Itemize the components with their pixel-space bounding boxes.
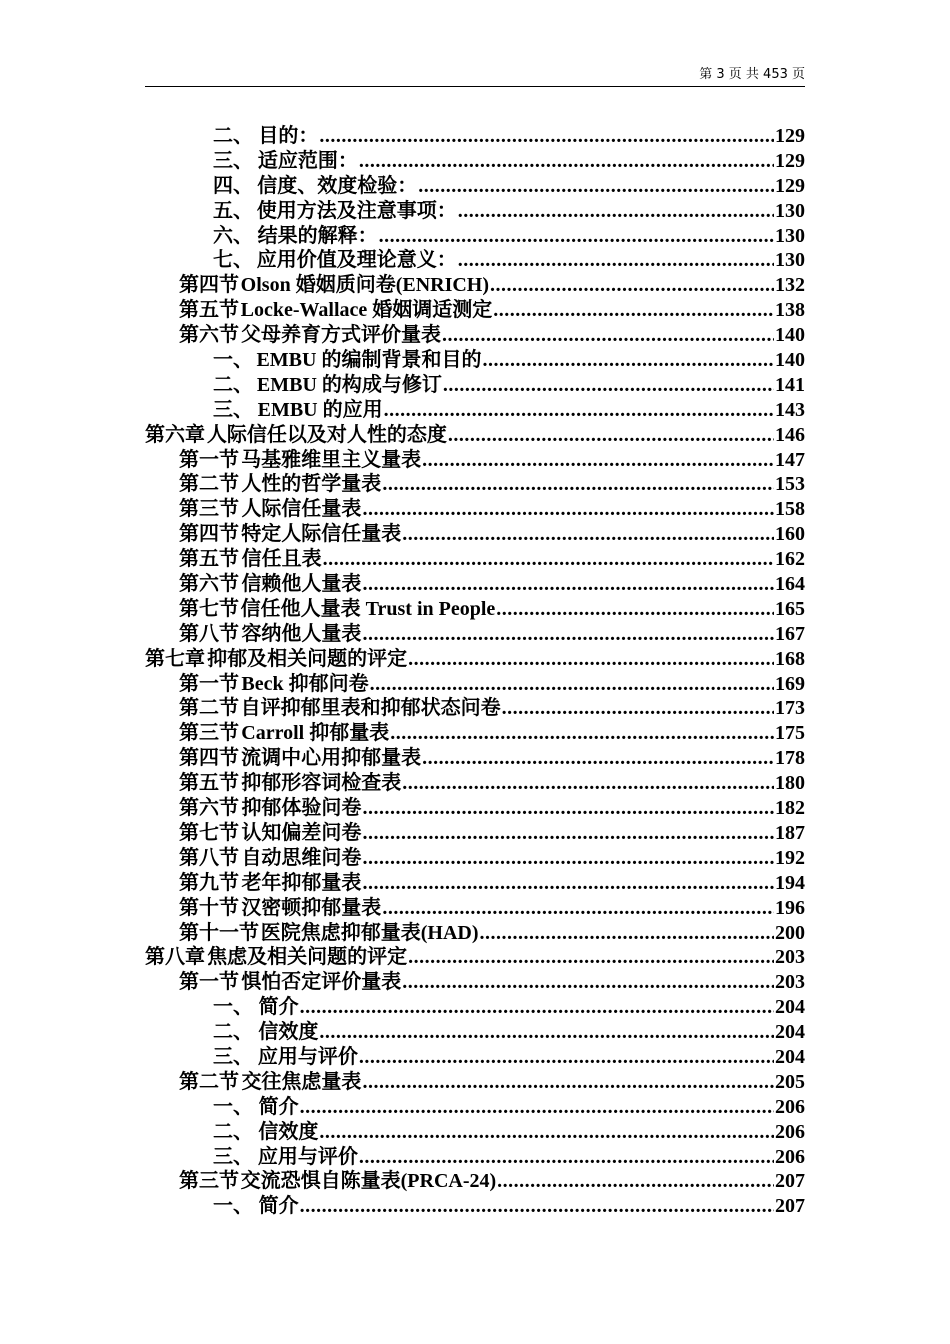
toc-entry-page-number: 203 [775,971,805,994]
toc-entry-number: 四、 [213,174,253,197]
toc-entry[interactable] [145,497,805,522]
page-header [145,66,805,87]
toc-dot-leader [362,622,774,647]
toc-entry[interactable] [145,224,805,249]
toc-entry-page-number: 130 [775,199,805,222]
toc-entry-number: 一、 [213,349,253,372]
toc-dot-leader [362,796,774,821]
toc-entry[interactable] [145,1120,805,1145]
toc-entry-number: 第六节 [179,573,239,596]
toc-entry[interactable] [145,1145,805,1170]
toc-entry-title: Carroll 抑郁量表 [241,722,390,745]
toc-dot-leader [362,572,774,597]
toc-entry-number: 六、 [213,224,253,247]
toc-dot-leader [390,721,774,746]
toc-entry-title: 使用方法及注意事项： [256,199,457,222]
toc-entry[interactable] [145,1045,805,1070]
toc-entry-page-number: 140 [775,349,805,372]
toc-entry[interactable] [145,1070,805,1095]
toc-dot-leader [408,945,774,970]
toc-entry-number: 第九节 [179,871,239,894]
toc-dot-leader [418,174,774,199]
toc-entry-number: 二、 [213,1120,253,1143]
toc-entry-title: EMBU 的应用 [257,398,383,421]
toc-entry[interactable] [145,721,805,746]
toc-entry[interactable] [145,1169,805,1194]
toc-entry-title: 结果的解释： [257,224,378,247]
toc-dot-leader [362,1070,774,1095]
toc-entry[interactable] [145,871,805,896]
toc-entry-page-number: 146 [775,423,805,446]
toc-entry-title: 马基雅维里主义量表 [241,448,422,471]
toc-entry-number: 第十节 [179,896,239,919]
toc-entry[interactable] [145,1194,805,1219]
toc-dot-leader [384,398,774,423]
toc-dot-leader [379,224,774,249]
toc-entry[interactable] [145,945,805,970]
toc-entry-page-number: 196 [775,896,805,919]
toc-dot-leader [497,1169,774,1194]
toc-entry-number: 第七节 [179,821,239,844]
toc-entry-page-number: 168 [775,647,805,670]
toc-entry-title: 人性的哲学量表 [241,473,382,496]
toc-dot-leader [458,248,774,273]
toc-entry-page-number: 204 [775,1045,805,1068]
toc-entry-page-number: 178 [775,747,805,770]
toc-entry[interactable] [145,896,805,921]
toc-entry[interactable] [145,273,805,298]
toc-dot-leader [319,1120,774,1145]
toc-entry-number: 第三节 [179,1170,239,1193]
toc-entry[interactable] [145,746,805,771]
toc-entry-page-number: 175 [775,722,805,745]
toc-entry-number: 一、 [213,1195,253,1218]
toc-dot-leader [362,497,774,522]
toc-entry-title: 简介 [258,996,299,1019]
toc-entry-number: 第一节 [179,672,239,695]
toc-entry[interactable] [145,771,805,796]
toc-entry[interactable] [145,597,805,622]
toc-entry[interactable] [145,696,805,721]
toc-entry-title: 适应范围： [257,149,358,172]
toc-entry-title: 交往焦虑量表 [241,1070,362,1093]
toc-entry-number: 第五节 [179,548,239,571]
toc-entry-number: 一、 [213,1095,253,1118]
toc-entry[interactable] [145,672,805,697]
toc-entry-title: 自评抑郁里表和抑郁状态问卷 [240,697,501,720]
toc-entry[interactable] [145,124,805,149]
toc-entry-page-number: 173 [775,697,805,720]
toc-entry[interactable] [145,547,805,572]
toc-entry-number: 第三节 [179,498,239,521]
toc-entry-number: 第六节 [179,797,239,820]
toc-entry-title: EMBU 的编制背景和目的 [256,349,482,372]
toc-entry-number: 第十一节 [179,921,259,944]
toc-entry-page-number: 206 [775,1145,805,1168]
toc-entry-page-number: 169 [775,672,805,695]
toc-entry-number: 三、 [213,398,253,421]
toc-entry-title: 医院焦虑抑郁量表(HAD) [260,921,479,944]
toc-entry-number: 第四节 [179,274,239,297]
toc-dot-leader [408,647,774,672]
toc-entry-number: 第七章 [145,647,205,670]
toc-entry[interactable] [145,448,805,473]
toc-entry-title: 父母养育方式评价量表 [240,324,441,347]
toc-entry-title: Beck 抑郁问卷 [241,672,369,695]
toc-dot-leader [359,149,774,174]
toc-entry-page-number: 204 [775,1021,805,1044]
toc-dot-leader [382,896,774,921]
toc-entry-title: 交流恐惧自陈量表(PRCA-24) [240,1170,497,1193]
toc-entry[interactable] [145,472,805,497]
toc-entry-title: 简介 [258,1195,299,1218]
toc-entry-title: 信度、效度检验： [257,174,418,197]
toc-entry[interactable] [145,373,805,398]
toc-entry-page-number: 204 [775,996,805,1019]
toc-entry-number: 第二节 [179,697,239,720]
toc-entry-number: 五、 [213,199,253,222]
toc-dot-leader [402,522,774,547]
toc-entry[interactable] [145,323,805,348]
toc-entry[interactable] [145,796,805,821]
toc-dot-leader [496,597,774,622]
toc-dot-leader [382,472,774,497]
toc-entry-page-number: 206 [775,1095,805,1118]
toc-entry-title: 目的： [258,125,319,147]
toc-entry-page-number: 192 [775,846,805,869]
toc-dot-leader [422,448,774,473]
toc-entry-number: 第一节 [179,448,239,471]
toc-entry-title: 信效度 [258,1021,319,1044]
toc-entry[interactable] [145,522,805,547]
toc-entry-title: Locke-Wallace 婚姻调适测定 [240,299,493,322]
toc-entry-title: 应用与评价 [257,1045,358,1068]
toc-entry[interactable] [145,921,805,946]
toc-entry-page-number: 200 [775,921,805,944]
toc-entry[interactable] [145,622,805,647]
toc-entry-page-number: 129 [775,149,805,172]
toc-dot-leader [443,373,774,398]
toc-entry-number: 三、 [213,1145,253,1168]
toc-entry-page-number: 162 [775,548,805,571]
page-indicator: 第 3 页 共 453 页 [699,67,805,82]
toc-entry-title: 流调中心用抑郁量表 [241,747,422,770]
toc-dot-leader [300,1095,774,1120]
toc-entry-page-number: 180 [775,772,805,795]
toc-dot-leader [442,323,774,348]
toc-entry-title: Olson 婚姻质问卷(ENRICH) [240,274,490,297]
toc-entry-number: 第二节 [179,1070,239,1093]
toc-entry-number: 第六章 [145,423,205,446]
toc-entry-number: 第一节 [179,971,239,994]
toc-dot-leader [359,1145,774,1170]
toc-dot-leader [370,672,774,697]
toc-entry-page-number: 205 [775,1070,805,1093]
toc-entry-page-number: 167 [775,622,805,645]
toc-dot-leader [362,821,774,846]
toc-entry-title: 老年抑郁量表 [241,871,362,894]
toc-entry[interactable] [145,846,805,871]
toc-entry-title: 汉密顿抑郁量表 [241,896,382,919]
toc-entry-title: 自动思维问卷 [241,846,362,869]
toc-entry-number: 第五节 [179,772,239,795]
toc-dot-leader [490,273,774,298]
toc-dot-leader [480,921,775,946]
toc-entry-page-number: 164 [775,573,805,596]
toc-entry-title: 简介 [258,1095,299,1118]
toc-entry-page-number: 132 [775,274,805,297]
toc-dot-leader [482,348,774,373]
toc-dot-leader [319,124,774,149]
toc-entry-page-number: 182 [775,797,805,820]
toc-entry-page-number: 165 [775,597,805,620]
toc-entry-page-number: 206 [775,1120,805,1143]
toc-dot-leader [359,1045,774,1070]
table-of-contents [145,124,805,1219]
toc-entry[interactable] [145,423,805,448]
toc-entry-number: 第八节 [179,622,239,645]
toc-entry[interactable] [145,572,805,597]
toc-entry-page-number: 129 [775,125,805,147]
toc-entry-title: 信任且表 [241,548,322,571]
toc-entry-number: 三、 [213,1045,253,1068]
toc-entry-number: 第五节 [179,299,239,322]
toc-entry[interactable] [145,149,805,174]
toc-entry-number: 二、 [213,1021,253,1044]
toc-entry-number: 第四节 [179,523,239,546]
toc-entry[interactable] [145,248,805,273]
toc-entry-page-number: 207 [775,1170,805,1193]
toc-entry-number: 三、 [213,149,253,172]
toc-entry-title: EMBU 的构成与修订 [256,373,442,396]
toc-entry-title: 认知偏差问卷 [241,821,362,844]
toc-entry-title: 人际信任以及对人性的态度 [206,423,447,446]
toc-entry-title: 人际信任量表 [241,498,362,521]
toc-entry-title: 信赖他人量表 [241,573,362,596]
toc-dot-leader [502,696,774,721]
toc-entry-number: 第四节 [179,747,239,770]
toc-entry-number: 第六节 [179,324,239,347]
toc-entry-page-number: 187 [775,821,805,844]
toc-entry[interactable] [145,821,805,846]
toc-entry[interactable] [145,298,805,323]
toc-dot-leader [422,746,774,771]
toc-entry-page-number: 138 [775,299,805,322]
toc-entry-title: 焦虑及相关问题的评定 [207,946,408,969]
toc-entry-page-number: 158 [775,498,805,521]
toc-entry[interactable] [145,1095,805,1120]
toc-entry-page-number: 130 [775,249,805,272]
toc-entry[interactable] [145,348,805,373]
toc-entry-page-number: 143 [775,398,805,421]
toc-entry-number: 二、 [213,125,253,147]
toc-dot-leader [300,1194,774,1219]
toc-entry-title: 抑郁体验问卷 [241,797,362,820]
toc-dot-leader [402,970,774,995]
toc-entry-page-number: 130 [775,224,805,247]
toc-entry-number: 第三节 [179,722,239,745]
toc-entry-number: 一、 [213,996,253,1019]
toc-entry-title: 信任他人量表 Trust in People [240,597,496,620]
toc-entry[interactable] [145,647,805,672]
toc-entry-number: 二、 [213,373,253,396]
toc-entry[interactable] [145,174,805,199]
toc-entry[interactable] [145,1020,805,1045]
toc-entry-page-number: 141 [775,373,805,396]
toc-entry-title: 抑郁及相关问题的评定 [207,647,408,670]
toc-entry-page-number: 140 [775,324,805,347]
toc-entry-number: 第八章 [145,946,205,969]
toc-dot-leader [323,547,774,572]
toc-entry-title: 抑郁形容词检查表 [241,772,402,795]
toc-entry-title: 应用与评价 [257,1145,358,1168]
toc-entry-page-number: 207 [775,1195,805,1218]
toc-entry-page-number: 194 [775,871,805,894]
toc-entry[interactable] [145,398,805,423]
toc-entry-title: 特定人际信任量表 [241,523,402,546]
toc-entry-title: 应用价值及理论意义： [256,249,457,272]
toc-entry[interactable] [145,970,805,995]
toc-entry-page-number: 129 [775,174,805,197]
toc-entry-number: 七、 [213,249,253,272]
toc-entry-page-number: 160 [775,523,805,546]
toc-dot-leader [493,298,774,323]
toc-entry-page-number: 153 [775,473,805,496]
toc-dot-leader [362,846,774,871]
toc-entry-title: 信效度 [258,1120,319,1143]
toc-entry-number: 第二节 [179,473,239,496]
toc-dot-leader [458,199,774,224]
toc-entry-number: 第七节 [179,597,239,620]
toc-dot-leader [319,1020,774,1045]
toc-dot-leader [362,871,774,896]
toc-entry-title: 容纳他人量表 [241,622,362,645]
toc-entry-title: 惧怕否定评价量表 [241,971,402,994]
toc-dot-leader [448,423,774,448]
toc-entry-page-number: 147 [775,448,805,471]
toc-entry[interactable] [145,199,805,224]
toc-dot-leader [402,771,774,796]
toc-entry-page-number: 203 [775,946,805,969]
toc-entry[interactable] [145,995,805,1020]
toc-dot-leader [300,995,774,1020]
toc-entry-number: 第八节 [179,846,239,869]
